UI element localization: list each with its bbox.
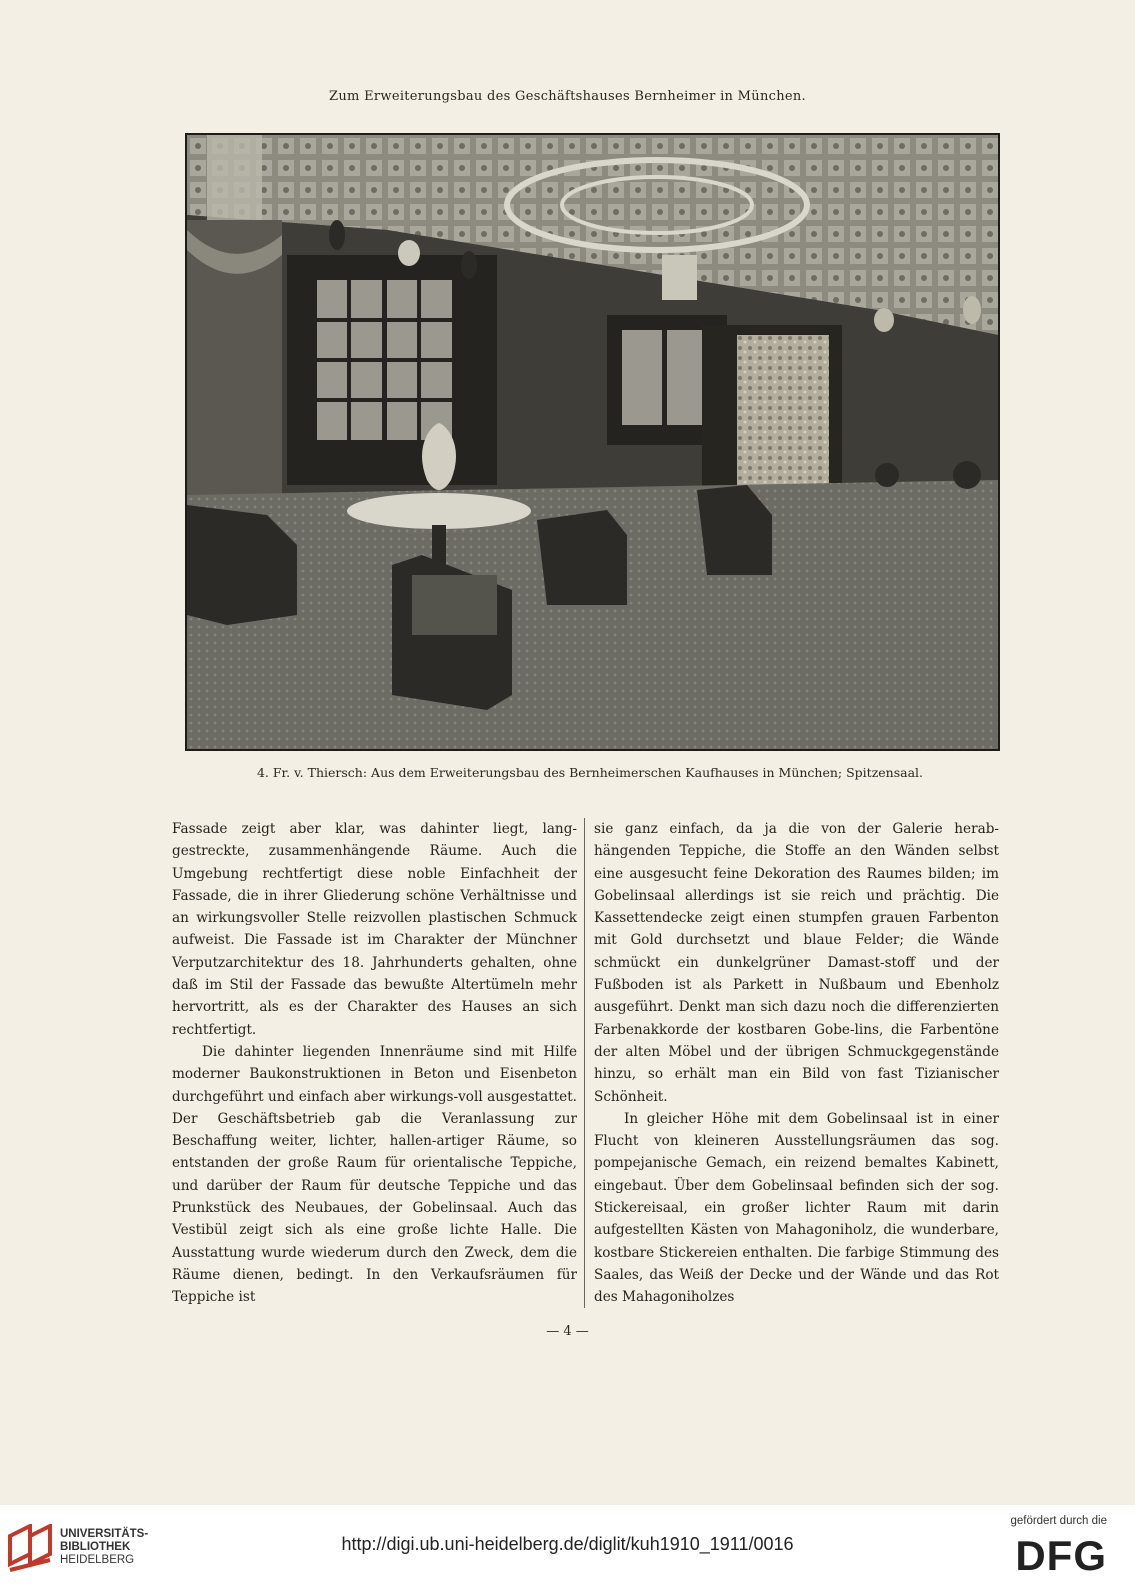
paragraph: Die dahinter liegenden Innenräume sind mit Hilfe moderner Baukonstruktionen in Beton und Eisenbeton durchgeführt und einfach aber wirkungs-voll ausgestattet. Der Geschäftsbetrieb gab die Veranlassung zur Beschaffung weiter, lichter, hallen-artiger Räume, so entstanden der große Raum für orientalische Teppiche, und darüber der Raum für deutsche Teppiche und das Prunkstück des Neubaues, der Gobelinsaal. Auch das Vestibül zeigt sich als eine große lichte Halle. Die Ausstattung wurde wiederum durch den Zweck, dem die Räume dienen, bedingt. In den Verkaufsräumen für Teppiche ist	[172, 1043, 577, 1306]
source-url-link[interactable]: http://digi.ub.uni-heidelberg.de/diglit/kuh1910_1911/0016	[341, 1534, 794, 1554]
paragraph: sie ganz einfach, da ja die von der Galerie herab-hängenden Teppiche, die Stoffe an den Wänden selbst eine ausgesucht feine Dekoration des Raumes bilden; im Gobelinsaal allerdings ist sie reich und prächtig. Die Kassettendecke zeigt einen stumpfen grauen Farbenton mit Gold durchsetzt und blaue Felder; die Wände schmückt ein dunkelgrüner Damast-stoff und der Fußboden ist als Parkett in Nußbaum und Ebenholz ausgeführt. Denkt man sich dazu noch die differenzierten Farbenakkorde der kostbaren Gobe-lins, die Farbentöne der alten Möbel und der übrigen Schmuckgegenstände hinzu, so erhält man ein Bild von fast Tizianischer Schönheit.	[594, 821, 999, 1105]
paragraph: Fassade zeigt aber klar, was dahinter liegt, lang-gestreckte, zusammenhängende Räume. Auch die Umgebung rechtfertigt diese noble Einfachheit der Fassade, die in ihrer Gliederung schöne Verhältnisse und an wirkungsvoller Stelle reizvollen plastischen Schmuck aufweist. Die Fassade ist im Charakter der Münchner Verputzarchitektur des 18. Jahrhunderts gehalten, ohne daß im Stil der Fassade das bewußte Altertümeln mehr hervortritt, als es der Charakter des Hauses an sich rechtfertigt.	[172, 821, 577, 1038]
page-number: — 4 —	[546, 1324, 589, 1339]
figure-caption: 4. Fr. v. Thiersch: Aus dem Erweiterungsbau des Bernheimerschen Kaufhauses in München; Spitzensaal.	[256, 765, 924, 780]
library-name-line: UNIVERSITÄTS-	[60, 1528, 149, 1540]
digitization-footer	[0, 1505, 1135, 1588]
interior-photograph	[185, 133, 1000, 751]
library-name-line: BIBLIOTHEK	[60, 1541, 131, 1553]
photo-illustration	[187, 135, 998, 749]
text-column-left	[172, 818, 577, 1309]
funding-note: gefördert durch die	[1010, 1515, 1107, 1527]
dfg-logo: DFG	[1015, 1532, 1107, 1579]
text-column-right	[594, 818, 999, 1309]
library-name-line: HEIDELBERG	[60, 1554, 135, 1566]
paragraph: In gleicher Höhe mit dem Gobelinsaal ist in einer Flucht von kleineren Ausstellungsräumen das sog. pompejanische Gemach, ein reizend bemaltes Kabinett, eingebaut. Über dem Gobelinsaal befinden sich der sog. Stickereisaal, ein großer lichter Raum mit darin aufgestellten Kästen von Mahagoniholz, die wunderbare, kostbare Stickereien enthalten. Die farbige Stimmung des Saales, das Weiß der Decke und der Wände und das Rot des Mahagoniholzes	[594, 1110, 999, 1306]
running-title: Zum Erweiterungsbau des Geschäftshauses Bernheimer in München.	[329, 89, 806, 104]
column-divider	[584, 818, 585, 1308]
